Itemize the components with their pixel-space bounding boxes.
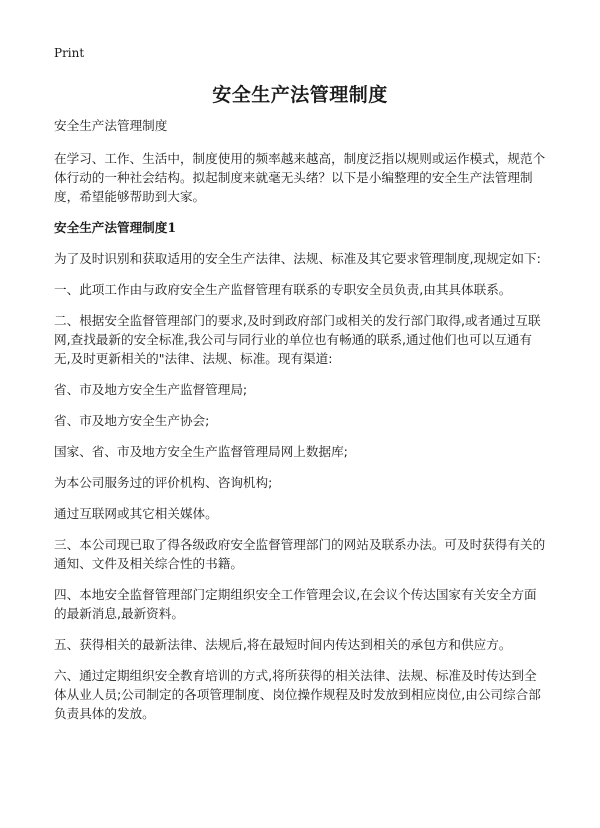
document-body: [54, 116, 548, 735]
paragraph: 为了及时识别和获取适用的安全生产法律、法规、标准及其它要求管理制度,现规定如下:: [54, 251, 541, 266]
doc-subtitle: 安全生产法管理制度: [54, 118, 168, 133]
paragraph: 省、市及地方安全生产协会;: [54, 413, 210, 428]
paragraph: 为本公司服务过的评价机构、咨询机构;: [54, 475, 273, 490]
paragraph: 五、获得相关的最新法律、法规后,将在最短时间内传达到相关的承包方和供应方。: [54, 637, 512, 652]
print-link[interactable]: Print: [54, 46, 85, 60]
paragraph: 通过互联网或其它相关媒体。: [54, 506, 218, 521]
paragraph: 六、通过定期组织安全教育培训的方式,将所获得的相关法律、法规、标准及时传达到全体从业人员;公司制定的各项管理制度、岗位操作规程及时发放到相应岗位,由公司综合部负责具体的发放。: [54, 668, 541, 721]
page-title: 安全生产法管理制度: [212, 84, 388, 106]
paragraph: 四、本地安全监督管理部门定期组织安全工作管理会议,在会议个传达国家有关安全方面的最新消息,最新资料。: [54, 587, 537, 621]
paragraph: 二、根据安全监督管理部门的要求,及时到政府部门或相关的发行部门取得,或者通过互联网,查找最新的安全标准,我公司与同行业的单位也有畅通的联系,通过他们也可以互通有无,及时更新相关的"法律、法规、标准。现有渠道:: [54, 313, 541, 366]
section-heading: 安全生产法管理制度1: [54, 220, 177, 235]
intro-paragraph: 在学习、工作、生活中，制度使用的频率越来越高，制度泛指以规则或运作模式，规范个体行动的一种社会结构。拟起制度来就毫无头绪？以下是小编整理的安全生产法管理制度，希望能够帮助到大家。: [54, 151, 546, 204]
paragraph: 三、本公司现已取了得各级政府安全监督管理部门的网站及联系办法。可及时获得有关的通知、文件及相关综合性的书籍。: [54, 537, 546, 571]
paragraph: 一、此项工作由与政府安全生产监督管理有联系的专职安全员负责,由其具体联系。: [54, 282, 512, 297]
paragraph: 国家、省、市及地方安全生产监督管理局网上数据库;: [54, 444, 348, 459]
paragraph: 省、市及地方安全生产监督管理局;: [54, 382, 248, 397]
